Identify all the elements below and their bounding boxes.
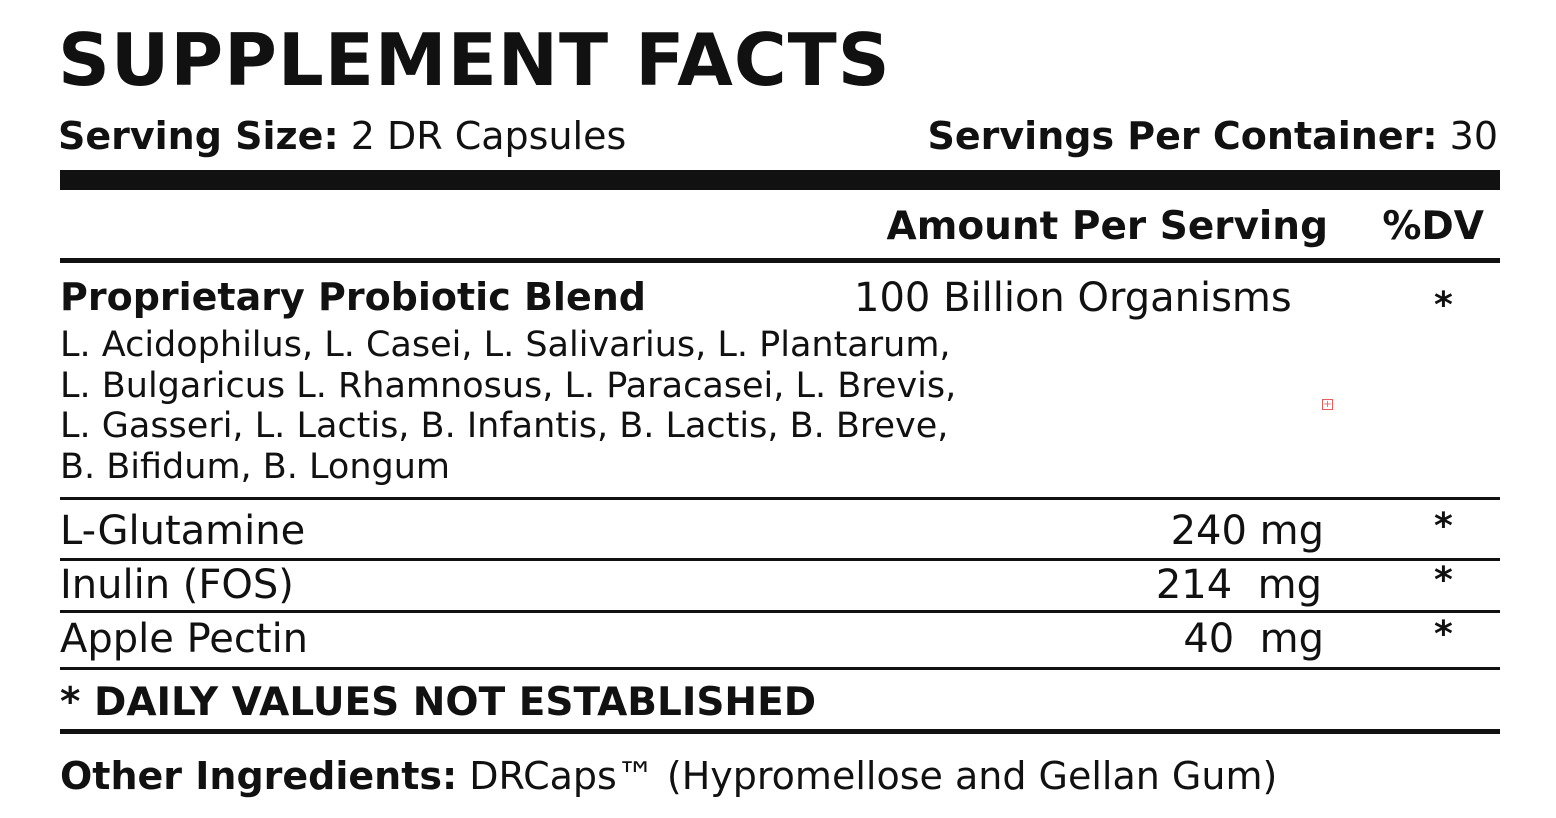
ingredient-dv: *: [1434, 506, 1453, 547]
daily-values-footnote: * DAILY VALUES NOT ESTABLISHED: [60, 680, 817, 725]
strain-line: L. Gasseri, L. Lactis, B. Infantis, B. Lactis, B. Breve,: [60, 406, 949, 446]
ingredient-name: Inulin (FOS): [60, 562, 294, 608]
header-divider: [60, 258, 1500, 263]
blend-amount: 100 Billion Organisms: [854, 275, 1292, 321]
plus-box-icon: +: [1323, 399, 1332, 410]
other-ingredients-label: Other Ingredients:: [60, 754, 458, 798]
ingredient-name: L-Glutamine: [60, 508, 306, 554]
row-divider: [60, 558, 1500, 561]
daily-value-header: %DV: [1382, 204, 1484, 249]
strain-line: L. Acidophilus, L. Casei, L. Salivarius, L. Plantarum,: [60, 325, 951, 365]
page-title: SUPPLEMENT FACTS: [58, 18, 891, 102]
other-ingredients-value: DRCaps™ (Hypromellose and Gellan Gum): [469, 754, 1278, 798]
strain-line: B. Bifidum, B. Longum: [60, 446, 451, 487]
blend-dv: *: [1434, 285, 1453, 326]
ingredient-amount: 240 mg: [1170, 508, 1324, 554]
ingredient-amount: 40 mg: [1183, 616, 1324, 662]
serving-size-value: 2 DR Capsules: [350, 114, 627, 158]
thick-divider: [60, 170, 1500, 190]
strain-list: [60, 325, 956, 487]
footnote-divider: [60, 729, 1500, 734]
blend-name: Proprietary Probiotic Blend: [60, 275, 646, 319]
ingredient-dv: *: [1434, 614, 1453, 655]
row-divider: [60, 610, 1500, 613]
servings-per-container-value: 30: [1449, 114, 1498, 158]
other-ingredients: [60, 754, 1277, 798]
strain-line: L. Bulgaricus L. Rhamnosus, L. Paracasei, L. Brevis,: [60, 365, 957, 406]
row-divider: [60, 497, 1500, 500]
serving-size: [58, 114, 626, 158]
serving-size-label: Serving Size:: [58, 114, 339, 158]
amount-per-serving-header: Amount Per Serving: [886, 204, 1328, 249]
servings-per-container-label: Servings Per Container:: [927, 114, 1438, 158]
ingredient-amount: 214 mg: [1155, 562, 1322, 608]
servings-per-container: [928, 114, 1498, 158]
ingredient-name: Apple Pectin: [60, 616, 309, 662]
ingredient-dv: *: [1434, 560, 1453, 601]
row-divider: [60, 667, 1500, 670]
